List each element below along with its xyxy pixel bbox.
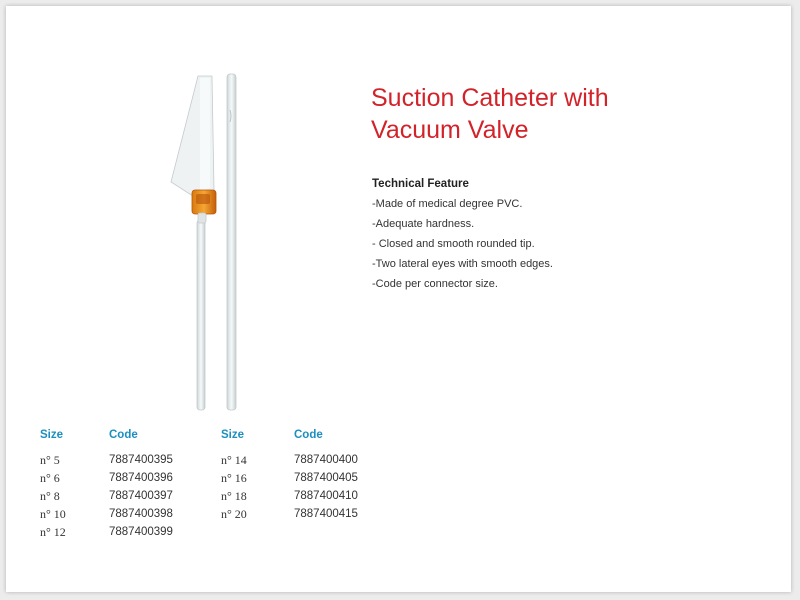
features-heading: Technical Feature — [372, 178, 469, 190]
product-title-line1: Suction Catheter with — [371, 84, 609, 112]
catalog-page — [6, 6, 791, 592]
code-header: Code — [294, 429, 323, 441]
product-title-line2: Vacuum Valve — [371, 116, 529, 144]
code-cell: 7887400400 — [294, 454, 358, 466]
size-cell: n° 8 — [40, 489, 60, 503]
feature-item: -Code per connector size. — [372, 278, 498, 290]
size-column-2 — [221, 429, 247, 523]
size-cell: n° 14 — [221, 453, 247, 467]
size-cell: n° 12 — [40, 525, 66, 539]
code-column-1 — [109, 429, 173, 541]
code-column-2 — [294, 429, 358, 523]
size-header: Size — [40, 429, 64, 441]
feature-item: -Two lateral eyes with smooth edges. — [372, 258, 553, 270]
size-cell: n° 5 — [40, 453, 60, 467]
size-cell: n° 16 — [221, 471, 247, 485]
code-cell: 7887400410 — [294, 490, 358, 502]
size-header: Size — [221, 429, 245, 441]
feature-item: - Closed and smooth rounded tip. — [372, 238, 535, 250]
catheter-tube-image — [166, 70, 256, 414]
size-cell: n° 6 — [40, 471, 60, 485]
feature-item: -Made of medical degree PVC. — [372, 198, 523, 210]
code-cell: 7887400415 — [294, 508, 358, 520]
features-list — [372, 196, 752, 296]
feature-item: -Adequate hardness. — [372, 218, 475, 230]
technical-features — [372, 178, 752, 296]
code-header: Code — [109, 429, 138, 441]
code-cell: 7887400398 — [109, 508, 173, 520]
size-cell: n° 20 — [221, 507, 247, 521]
product-title — [371, 82, 771, 146]
size-cell: n° 18 — [221, 489, 247, 503]
code-cell: 7887400396 — [109, 472, 173, 484]
size-column-1 — [40, 429, 66, 541]
code-cell: 7887400395 — [109, 454, 173, 466]
code-cell: 7887400405 — [294, 472, 358, 484]
size-cell: n° 10 — [40, 507, 66, 521]
code-cell: 7887400397 — [109, 490, 173, 502]
code-cell: 7887400399 — [109, 526, 173, 538]
